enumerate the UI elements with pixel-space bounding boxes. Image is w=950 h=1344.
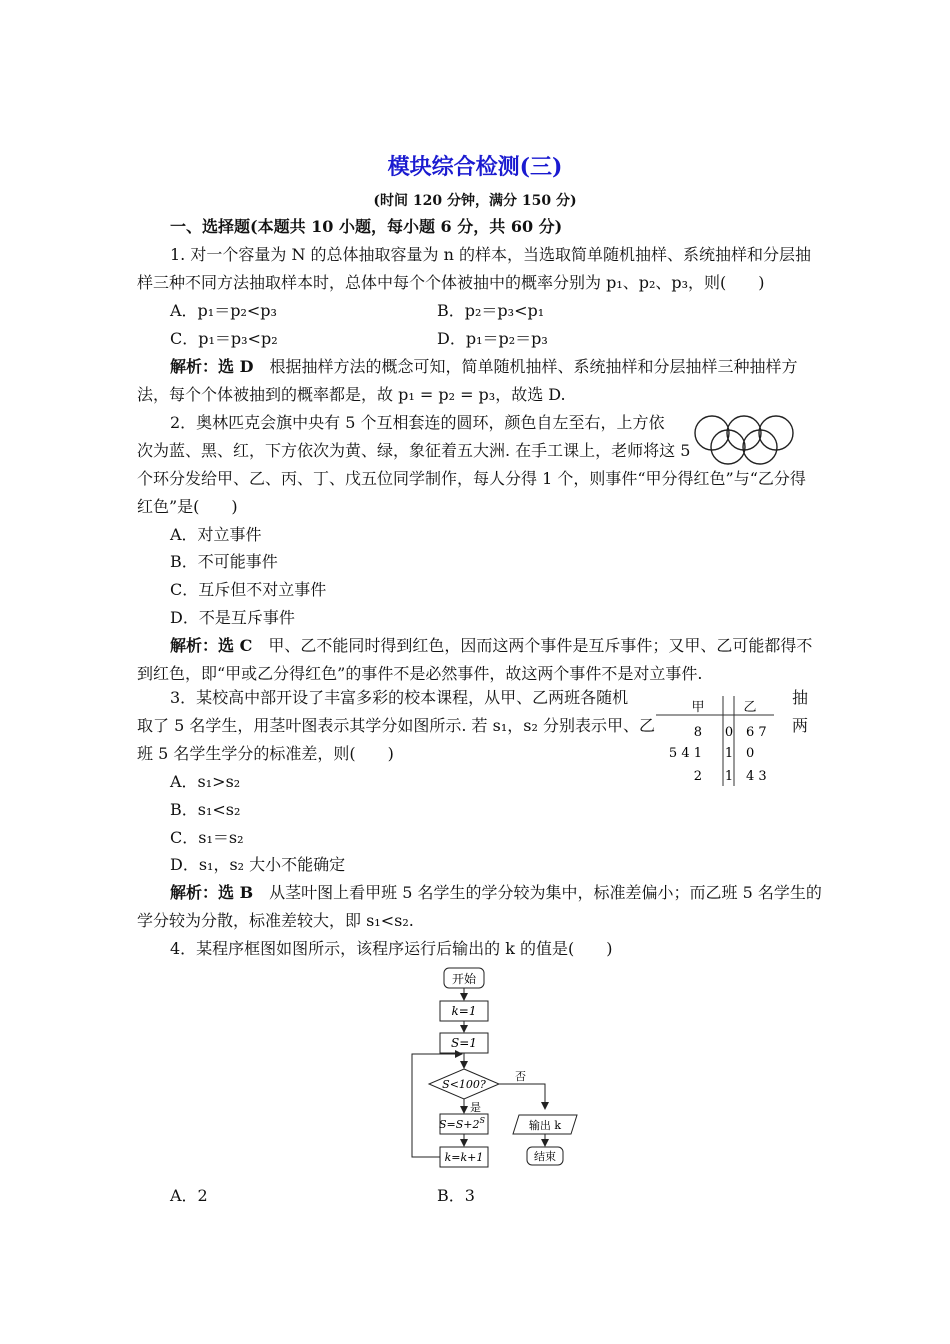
q4-option-a: A．2 (170, 1186, 208, 1205)
q3-solution-line-2: 学分较为分散，标准差较大，即 s₁<s₂. (137, 911, 414, 930)
q1-line-1: 1. 对一个容量为 N 的总体抽取容量为 n 的样本，当选取简单随机抽样、系统抽样和分层抽 (170, 245, 812, 264)
q4-option-b: B．3 (437, 1186, 475, 1205)
q1-solution-line-2: 法，每个个体被抽到的概率都是，故 p₁ = p₂ = p₃，故选 D. (137, 385, 566, 404)
q2-line-2: 次为蓝、黑、红，下方依次为黄、绿，象征着五大洲. 在手工课上，老师将这 5 (137, 441, 691, 460)
q1-option-b: B．p₂＝p₃<p₁ (437, 301, 545, 320)
flowchart (400, 963, 590, 1175)
q3-option-b: B．s₁<s₂ (170, 800, 241, 819)
q2-solution-line-2: 到红色，即“甲或乙分得红色”的事件不是必然事件，故这两个事件不是对立事件. (137, 664, 703, 683)
q2-option-c: C．互斥但不对立事件 (170, 580, 327, 599)
q3-line-1-end: 抽 (792, 688, 809, 707)
stem-leaf-row-2-stem: 1 (724, 746, 734, 761)
q3-solution-line-1 (170, 883, 822, 903)
stem-leaf-row-1-right: 6 7 (746, 725, 767, 740)
q1-option-a: A．p₁＝p₂<p₃ (170, 301, 277, 320)
flow-update-s-sup: S (479, 1116, 485, 1125)
q2-option-d: D．不是互斥事件 (170, 608, 295, 627)
q3-option-a: A．s₁>s₂ (170, 772, 241, 791)
flow-output-label: 输出 k (528, 1119, 562, 1132)
q2-line-1: 2．奥林匹克会旗中央有 5 个互相套连的圆环，颜色自左至右，上方依 (170, 413, 665, 432)
stem-leaf-row-2-right: 0 (746, 746, 755, 761)
q2-solution-text: 甲、乙不能同时得到红色，因而这两个事件是互斥事件；又甲、乙可能都得不 (268, 636, 813, 655)
stem-leaf-row-1-left: 8 (693, 725, 702, 740)
q3-option-d: D．s₁，s₂ 大小不能确定 (170, 855, 346, 874)
stem-leaf-row-3-left: 2 (693, 769, 702, 784)
section-heading: 一、选择题(本题共 10 小题，每小题 6 分，共 60 分) (170, 217, 563, 236)
q2-line-3: 个环分发给甲、乙、丙、丁、戊五位同学制作，每人分得 1 个，则事件“甲分得红色”与“乙分得 (137, 469, 806, 488)
q1-solution-line-1 (170, 357, 797, 377)
stem-leaf-plot (650, 694, 780, 790)
q1-option-d: D．p₁＝p₂＝p₃ (437, 329, 548, 348)
q2-option-a: A．对立事件 (170, 525, 262, 544)
q1-solution-label: 解析：选 D (170, 357, 254, 376)
q2-line-4: 红色”是( ) (137, 497, 238, 516)
flow-end-label: 结束 (534, 1150, 556, 1163)
flow-start-label: 开始 (451, 972, 477, 986)
flow-arrow-no (499, 1084, 545, 1109)
stem-leaf-row-3-stem: 1 (724, 769, 734, 784)
flow-decision-label: S<100? (442, 1078, 486, 1091)
stem-leaf-row-2-left: 5 4 1 (668, 746, 702, 761)
q2-solution-label: 解析：选 C (170, 636, 253, 655)
ring-top-right (759, 416, 793, 450)
flow-update-k-label: k=k+1 (444, 1151, 484, 1164)
stem-leaf-row-3-right: 4 3 (746, 769, 767, 784)
stem-leaf-right-header: 乙 (743, 700, 757, 715)
q1-option-c: C．p₁＝p₃<p₂ (170, 329, 278, 348)
flow-loop-back (412, 1054, 462, 1157)
q3-line-3: 班 5 名学生学分的标准差，则( ) (137, 744, 394, 763)
page-subtitle: (时间 120 分钟，满分 150 分) (373, 193, 577, 209)
flow-k-init-label: k=1 (451, 1004, 477, 1018)
q4-line-1: 4．某程序框图如图所示，该程序运行后输出的 k 的值是( ) (170, 939, 613, 958)
q3-line-1: 3．某校高中部开设了丰富多彩的校本课程，从甲、乙两班各随机 (170, 688, 629, 707)
stem-leaf-left-header: 甲 (691, 700, 705, 715)
q3-option-c: C．s₁＝s₂ (170, 828, 244, 847)
flow-update-s-label (439, 1116, 486, 1131)
flow-no-label: 否 (515, 1070, 526, 1083)
ring-bottom-left (711, 430, 745, 464)
flow-s-init-label: S=1 (451, 1036, 477, 1050)
ring-top-center (727, 416, 761, 450)
q3-line-2-end: 两 (792, 716, 809, 735)
flow-yes-label: 是 (470, 1101, 481, 1114)
olympic-rings-figure (690, 412, 802, 466)
ring-bottom-right (743, 430, 777, 464)
q3-solution-text: 从茎叶图上看甲班 5 名学生的学分较为集中，标准差偏小；而乙班 5 名学生的 (269, 883, 822, 902)
q1-solution-text: 根据抽样方法的概念可知，简单随机抽样、系统抽样和分层抽样三种抽样方 (269, 357, 798, 376)
flow-update-s-text: S=S+2 (439, 1118, 480, 1131)
q2-option-b: B．不可能事件 (170, 552, 278, 571)
page-title: 模块综合检测(三) (387, 154, 563, 180)
q3-solution-label: 解析：选 B (170, 883, 254, 902)
stem-leaf-row-1-stem: 0 (724, 725, 734, 740)
q1-line-2: 样三种不同方法抽取样本时，总体中每个个体被抽中的概率分别为 p₁、p₂、p₃，则( ) (137, 273, 765, 292)
ring-top-left (695, 416, 729, 450)
q3-line-2: 取了 5 名学生，用茎叶图表示其学分如图所示. 若 s₁，s₂ 分别表示甲、乙 (137, 716, 655, 735)
q2-solution-line-1 (170, 636, 812, 656)
